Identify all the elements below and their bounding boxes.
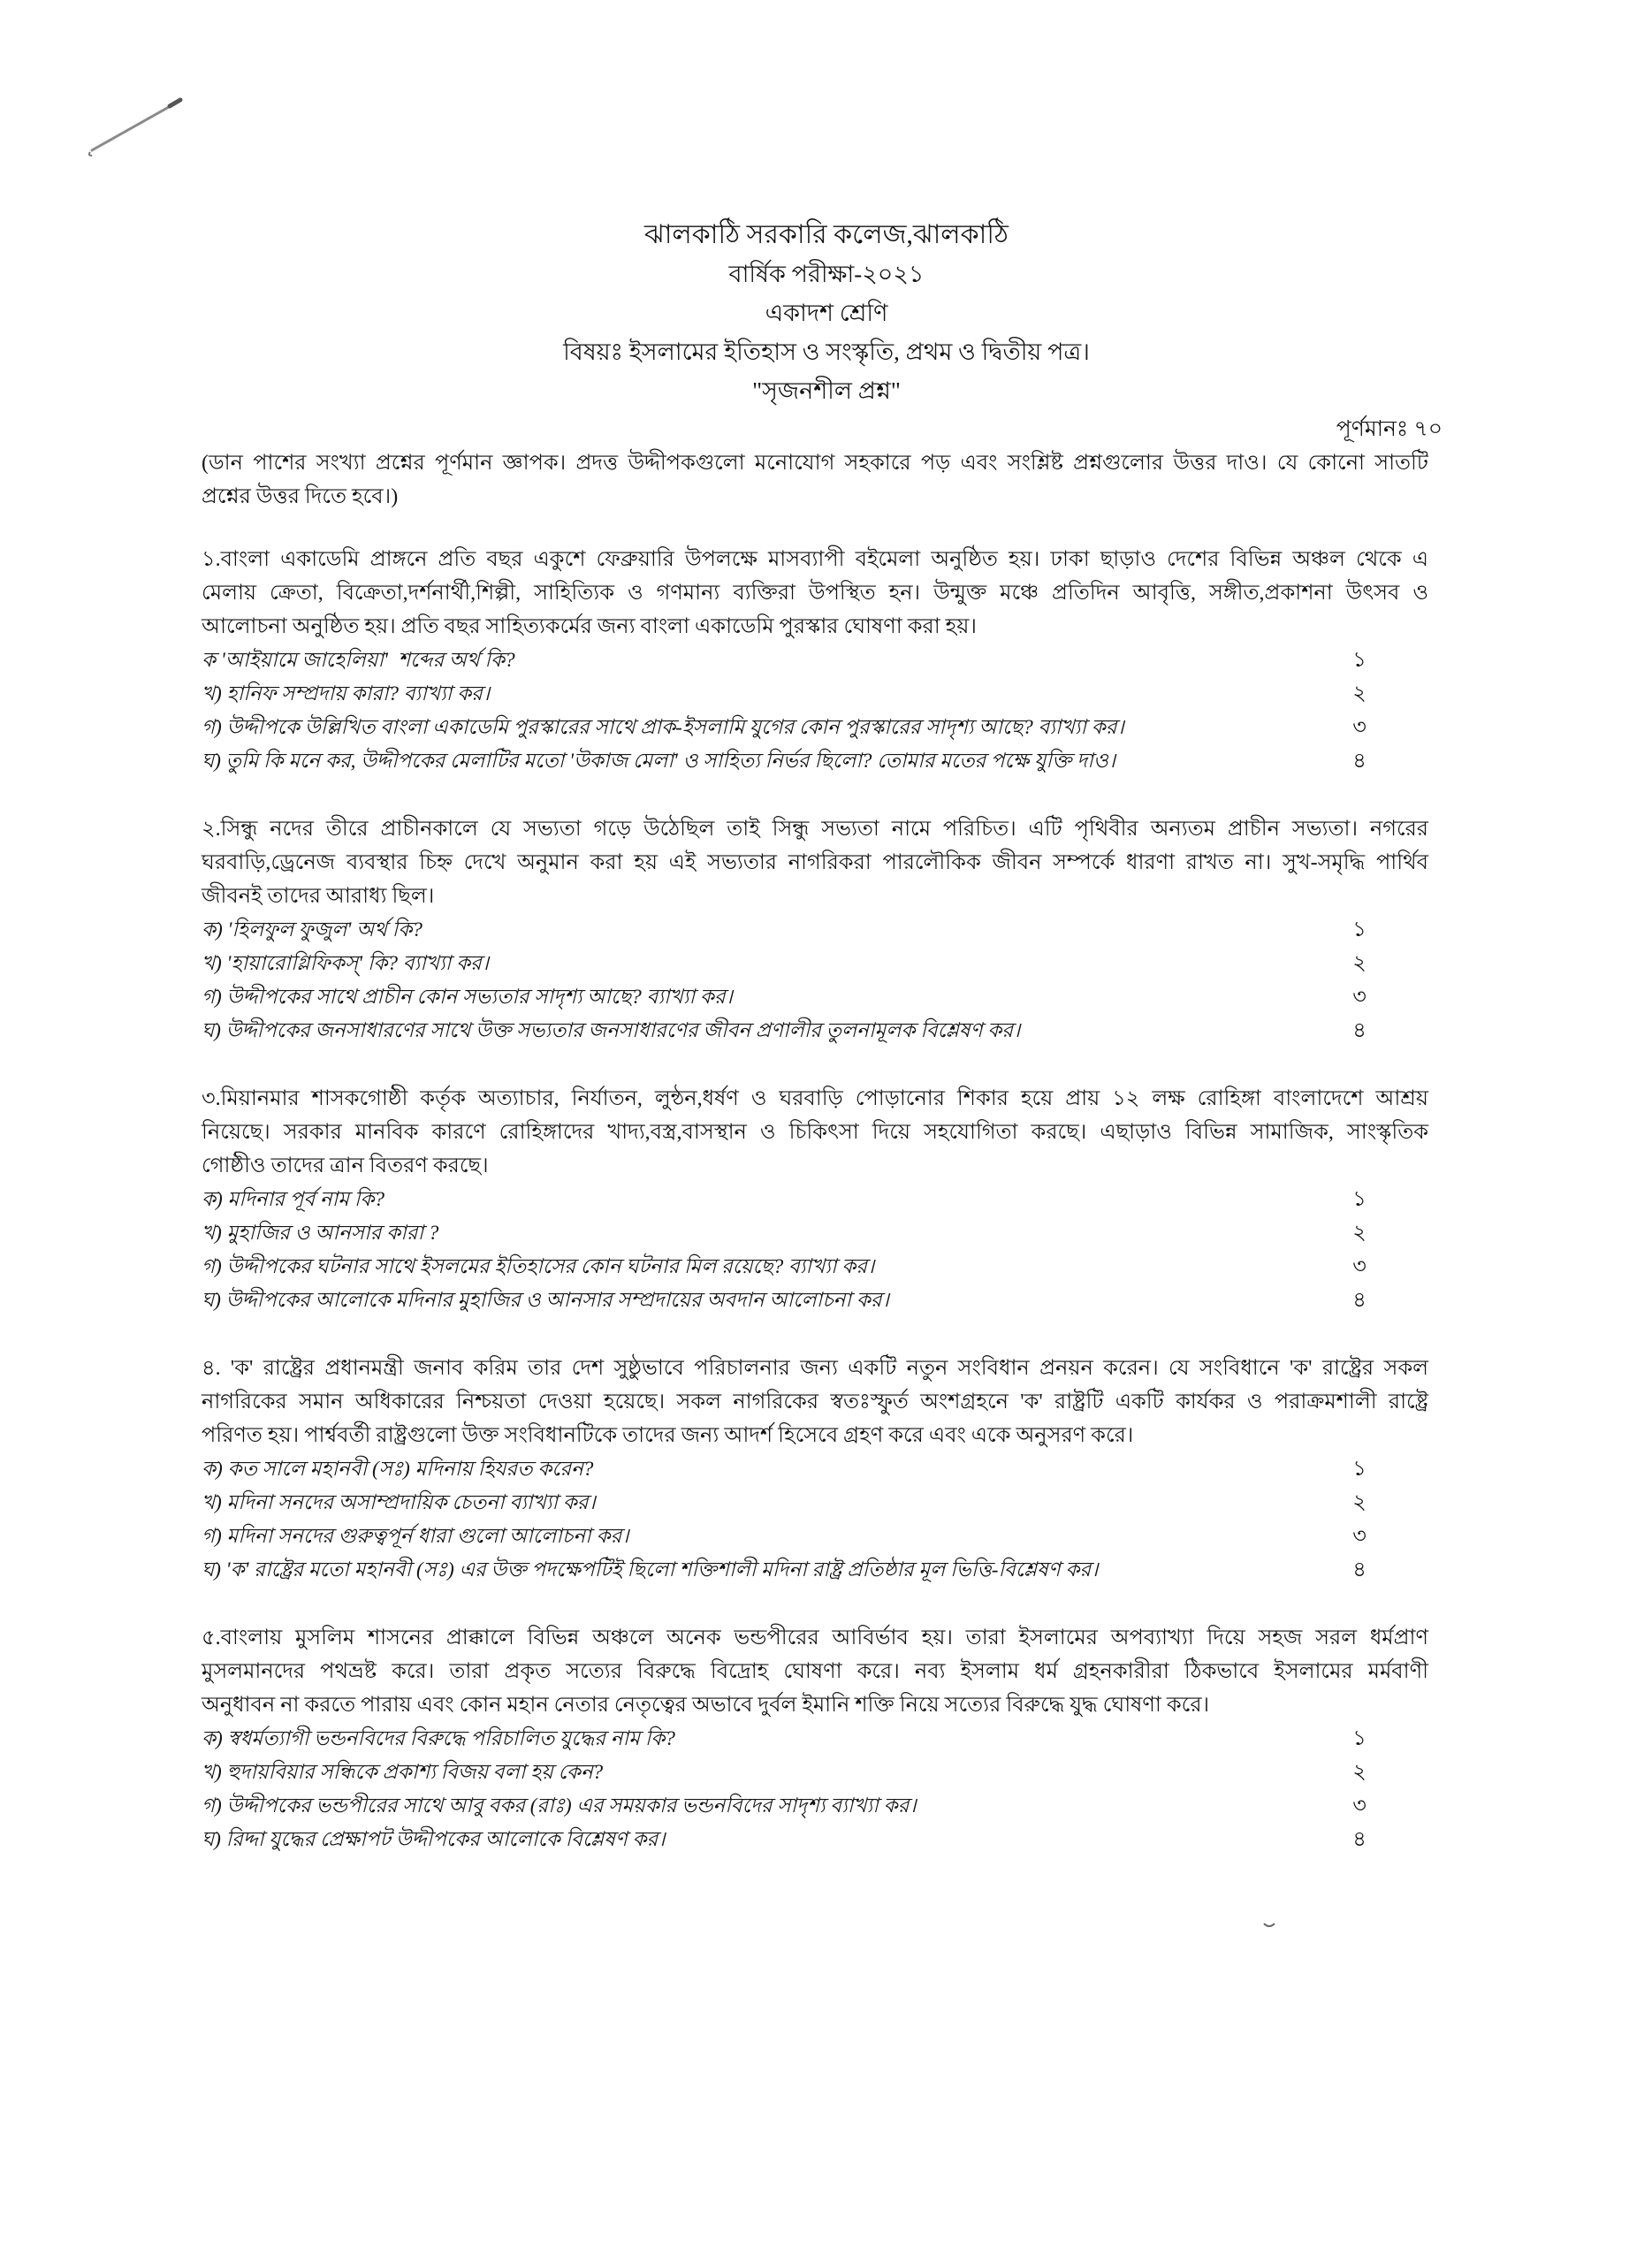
stem-line: ৪. 'ক' রাষ্ট্রের প্রধানমন্ত্রী জনাব করিম তার দেশ সুষ্ঠুভাবে পরিচালনার জন্য একটি নতুন সংবিধান প্রনয়ন করেন। যে সংবিধানে 'ক' রাষ্ট্রের সকল <box>202 1357 1428 1380</box>
sub-question-marks: ২ <box>1352 1222 1367 1245</box>
sub-question-marks: ২ <box>1352 1491 1367 1514</box>
sub-question-marks: ১ <box>1352 1188 1367 1211</box>
stem-line: জীবনই তাদের আরাধ্য ছিল। <box>202 885 435 908</box>
stem-line: গোষ্ঠীও তাদের ত্রান বিতরণ করছে। <box>202 1154 489 1177</box>
sub-question-text: গ) মদিনা সনদের গুরুত্বপূর্ন ধারা গুলো আলোচনা কর। <box>202 1525 629 1547</box>
sub-question-marks: ৪ <box>1352 1019 1367 1042</box>
stem-line: পরিণত হয়। পার্শ্ববর্তী রাষ্ট্রগুলো উক্ত সংবিধানটিকে তাদের জন্য আদর্শ হিসেবে গ্রহণ করে এবং একে অনুসরণ করে। <box>202 1424 1134 1447</box>
sub-question-marks: ৪ <box>1352 1828 1367 1851</box>
sub-question-marks: ২ <box>1352 952 1367 975</box>
stem-line: মুসলমানদের পথভ্রষ্ট করে। তারা প্রকৃত সত্যের বিরুদ্ধে বিদ্রোহ ঘোষণা করে। নব্য ইসলাম ধর্ম গ্রহনকারীরা ঠিকভাবে ইসলামের মর্মবাণী <box>202 1660 1428 1683</box>
exam-name: বার্ষিক পরীক্ষা-২০২১ <box>728 261 925 287</box>
full-marks: পূর্ণমানঃ ৭০ <box>1336 417 1443 441</box>
instruction-line: (ডান পাশের সংখ্যা প্রশ্নের পূর্ণমান জ্ঞাপক। প্রদত্ত উদ্দীপকগুলো মনোযোগ সহকারে পড় এবং সংশ্লিষ্ট প্রশ্নগুলোর উত্তর দাও। যে কোনো সাতটি <box>202 452 1428 475</box>
stem-line: ৩.মিয়ানমার শাসকগোষ্ঠী কর্তৃক অত্যাচার, নির্যাতন, লুন্ঠন,ধর্ষণ ও ঘরবাড়ি পোড়ানোর শিকার হয়ে প্রায় ১২ লক্ষ রোহিঙ্গা বাংলাদেশে আশ্রয় <box>202 1087 1428 1110</box>
sub-question <box>202 1284 1428 1317</box>
stem-line: মেলায় ক্রেতা, বিক্রেতা,দর্শনার্থী,শিল্পী, সাহিত্যিক ও গণমান্য ব্যক্তিরা উপস্থিত হন। উন্মুক্ত মঞ্চে প্রতিদিন আবৃত্তি, সঙ্গীত,প্রকাশনা উৎসব ও <box>202 582 1428 605</box>
scan-speck <box>1262 1920 1276 1931</box>
class-name: একাদশ শ্রেণি <box>765 300 888 326</box>
sub-question <box>202 644 1428 677</box>
stem-line: ১.বাংলা একাডেমি প্রাঙ্গনে প্রতি বছর একুশে ফেব্রুয়ারি উপলক্ষে মাসব্যাপী বইমেলা অনুষ্ঠিত হয়। ঢাকা ছাড়াও দেশের বিভিন্ন অঞ্চল থেকে এ <box>202 548 1428 571</box>
stem-line: ৫.বাংলায় মুসলিম শাসনের প্রাক্কালে বিভিন্ন অঞ্চলে অনেক ভন্ডপীরের আবির্ভাব হয়। তারা ইসলামের অপব্যাখ্যা দিয়ে সহজ সরল ধর্মপ্রাণ <box>202 1627 1428 1650</box>
sub-question <box>202 1014 1428 1048</box>
question-type: "সৃজনশীল প্রশ্ন" <box>752 377 901 404</box>
stem-line: আলোচনা অনুষ্ঠিত হয়। প্রতি বছর সাহিত্যকর্মের জন্য বাংলা একাডেমি পুরস্কার ঘোষণা করা হয়। <box>202 615 977 638</box>
instructions <box>202 446 1428 514</box>
sub-question <box>202 677 1428 711</box>
stem-line: নিয়েছে। সরকার মানবিক কারণে রোহিঙ্গাদের খাদ্য,বস্ত্র,বাসস্থান ও চিকিৎসা দিয়ে সহযোগিতা করছে। এছাড়াও বিভিন্ন সামাজিক, সাংস্কৃতিক <box>202 1121 1428 1144</box>
stem-line: নাগরিকের সমান অধিকারের নিশ্চয়তা দেওয়া হয়েছে। সকল নাগরিকের স্বতঃস্ফুর্ত অংশগ্রহনে 'ক' রাষ্ট্রটি একটি কার্যকর ও পরাক্রমশালী রাষ্ট্রে <box>202 1391 1428 1413</box>
question-stem <box>202 543 1428 644</box>
question-1 <box>202 543 1428 778</box>
sub-question-text: ক) 'হিলফুল ফুজুল' অর্থ কি? <box>202 918 423 941</box>
sub-question-text: ঘ) উদ্দীপকের আলোকে মদিনার মুহাজির ও আনসার সম্প্রদায়ের অবদান আলোচনা কর। <box>202 1289 889 1311</box>
sub-question-text: ক 'আইয়ামে জাহেলিয়া' শব্দের অর্থ কি? <box>202 649 515 671</box>
sub-question-marks: ৩ <box>1352 1794 1367 1817</box>
question-list <box>202 543 1428 1856</box>
stem-line: অনুধাবন না করতে পারায় এবং কোন মহান নেতার নেতৃত্বের অভাবে দুর্বল ইমানি শক্তি নিয়ে সত্যের বিরুদ্ধে যুদ্ধ ঘোষণা করে। <box>202 1694 1210 1717</box>
sub-question-text: গ) উদ্দীপকে উল্লিখিত বাংলা একাডেমি পুরস্কারের সাথে প্রাক-ইসলামি যুগের কোন পুরস্কারের সাদৃশ্য আছে? ব্যাখ্যা কর। <box>202 716 1124 738</box>
sub-question <box>202 1789 1428 1823</box>
question-stem <box>202 812 1428 913</box>
exam-paper <box>202 216 1443 1856</box>
sub-question-text: গ) উদ্দীপকের সাথে প্রাচীন কোন সভ্যতার সাদৃশ্য আছে? ব্যাখ্যা কর। <box>202 986 733 1008</box>
question-4 <box>202 1352 1428 1587</box>
sub-question <box>202 1452 1428 1486</box>
sub-question <box>202 1183 1428 1216</box>
sub-question <box>202 913 1428 947</box>
sub-question <box>202 1520 1428 1553</box>
sub-question <box>202 1722 1428 1756</box>
sub-question-text: ঘ) 'ক' রাষ্ট্রের মতো মহানবী (সঃ) এর উক্ত পদক্ষেপটিই ছিলো শক্তিশালী মদিনা রাষ্ট্র প্রতিষ্ঠার মূল ভিত্তি-বিশ্লেষণ কর। <box>202 1558 1099 1581</box>
sub-question-text: ঘ) রিদ্দা যুদ্ধের প্রেক্ষাপট উদ্দীপকের আলোকে বিশ্লেষণ কর। <box>202 1828 666 1850</box>
sub-question-marks: ৪ <box>1352 1558 1367 1581</box>
sub-question-text: খ) মুহাজির ও আনসার কারা ? <box>202 1222 439 1244</box>
question-2 <box>202 812 1428 1048</box>
sub-question-marks: ৪ <box>1352 750 1367 773</box>
instruction-line: প্রশ্নের উত্তর দিতে হবে।) <box>202 485 399 508</box>
sub-question-marks: ৩ <box>1352 1525 1367 1548</box>
sub-question-marks: ১ <box>1352 918 1367 941</box>
sub-question-marks: ১ <box>1352 1727 1367 1750</box>
sub-question-text: খ) হুদায়বিয়ার সন্ধিকে প্রকাশ্য বিজয় বলা হয় কেন? <box>202 1761 604 1783</box>
stem-line: ২.সিন্ধু নদের তীরে প্রাচীনকালে যে সভ্যতা গড়ে উঠেছিল তাই সিন্ধু সভ্যতা নামে পরিচিত। এটি পৃথিবীর অন্যতম প্রাচীন সভ্যতা। নগরের <box>202 818 1428 841</box>
sub-question <box>202 1486 1428 1520</box>
sub-question-marks: ৪ <box>1352 1289 1367 1312</box>
sub-question-marks: ১ <box>1352 1458 1367 1481</box>
sub-question-text: গ) উদ্দীপকের ভন্ডপীরের সাথে আবু বকর (রাঃ) এর সময়কার ভন্ডনবিদের সাদৃশ্য ব্যাখ্যা কর। <box>202 1794 917 1817</box>
question-stem <box>202 1352 1428 1452</box>
sub-question <box>202 1553 1428 1587</box>
sub-question <box>202 1250 1428 1284</box>
institution-name: ঝালকাঠি সরকারি কলেজ,ঝালকাঠি <box>644 220 1009 249</box>
sub-question-text: গ) উদ্দীপকের ঘটনার সাথে ইসলমের ইতিহাসের কোন ঘটনার মিল রয়েছে? ব্যাখ্যা কর। <box>202 1255 875 1277</box>
question-3 <box>202 1082 1428 1317</box>
sub-question <box>202 1823 1428 1856</box>
question-stem <box>202 1082 1428 1183</box>
sub-question-text: ঘ) উদ্দীপকের জনসাধারণের সাথে উক্ত সভ্যতার জনসাধারণের জীবন প্রণালীর তুলনামূলক বিশ্লেষণ কর। <box>202 1019 1021 1041</box>
sub-question-text: খ) মদিনা সনদের অসাম্প্রদায়িক চেতনা ব্যাখ্যা কর। <box>202 1491 596 1513</box>
sub-question-marks: ৩ <box>1352 1255 1367 1278</box>
sub-question-text: ঘ) তুমি কি মনে কর, উদ্দীপকের মেলাটির মতো 'উকাজ মেলা' ও সাহিত্য নির্ভর ছিলো? তোমার মতের পক্ষে যুক্তি দাও। <box>202 750 1115 772</box>
sub-question <box>202 980 1428 1014</box>
sub-question <box>202 711 1428 744</box>
sub-question-text: খ) 'হায়ারোগ্লিফিকস্' কি? ব্যাখ্যা কর। <box>202 952 490 974</box>
sub-question-marks: ২ <box>1352 1761 1367 1784</box>
sub-question-marks: ৩ <box>1352 986 1367 1009</box>
sub-question-marks: ২ <box>1352 682 1367 705</box>
sub-question <box>202 1756 1428 1789</box>
sub-question <box>202 947 1428 980</box>
sub-question-marks: ১ <box>1352 649 1367 672</box>
sub-question-text: ক) কত সালে মহানবী (সঃ) মদিনায় হিযরত করেন? <box>202 1458 594 1480</box>
exam-header <box>202 216 1428 410</box>
scan-pen-mark <box>85 92 187 159</box>
sub-question <box>202 744 1428 778</box>
sub-question-text: ক) মদিনার পূর্ব নাম কি? <box>202 1188 384 1210</box>
sub-question <box>202 1216 1428 1250</box>
sub-question-text: খ) হানিফ সম্প্রদায় কারা? ব্যাখ্যা কর। <box>202 682 491 705</box>
stem-line: ঘরবাড়ি,ড্রেনেজ ব্যবস্থার চিহ্ন দেখে অনুমান করা হয় এই সভ্যতার নাগরিকরা পারলৌকিক জীবন সম্পর্কে ধারণা রাখত না। সুখ-সমৃদ্ধি পার্থিব <box>202 851 1428 874</box>
question-5 <box>202 1621 1428 1856</box>
subject-name: বিষয়ঃ ইসলামের ইতিহাস ও সংস্কৃতি, প্রথম ও দ্বিতীয় পত্র। <box>563 339 1090 365</box>
question-stem <box>202 1621 1428 1722</box>
sub-question-text: ক) স্বধর্মত্যাগী ভন্ডনবিদের বিরুদ্ধে পরিচালিত যুদ্ধের নাম কি? <box>202 1727 675 1749</box>
sub-question-marks: ৩ <box>1352 716 1367 739</box>
